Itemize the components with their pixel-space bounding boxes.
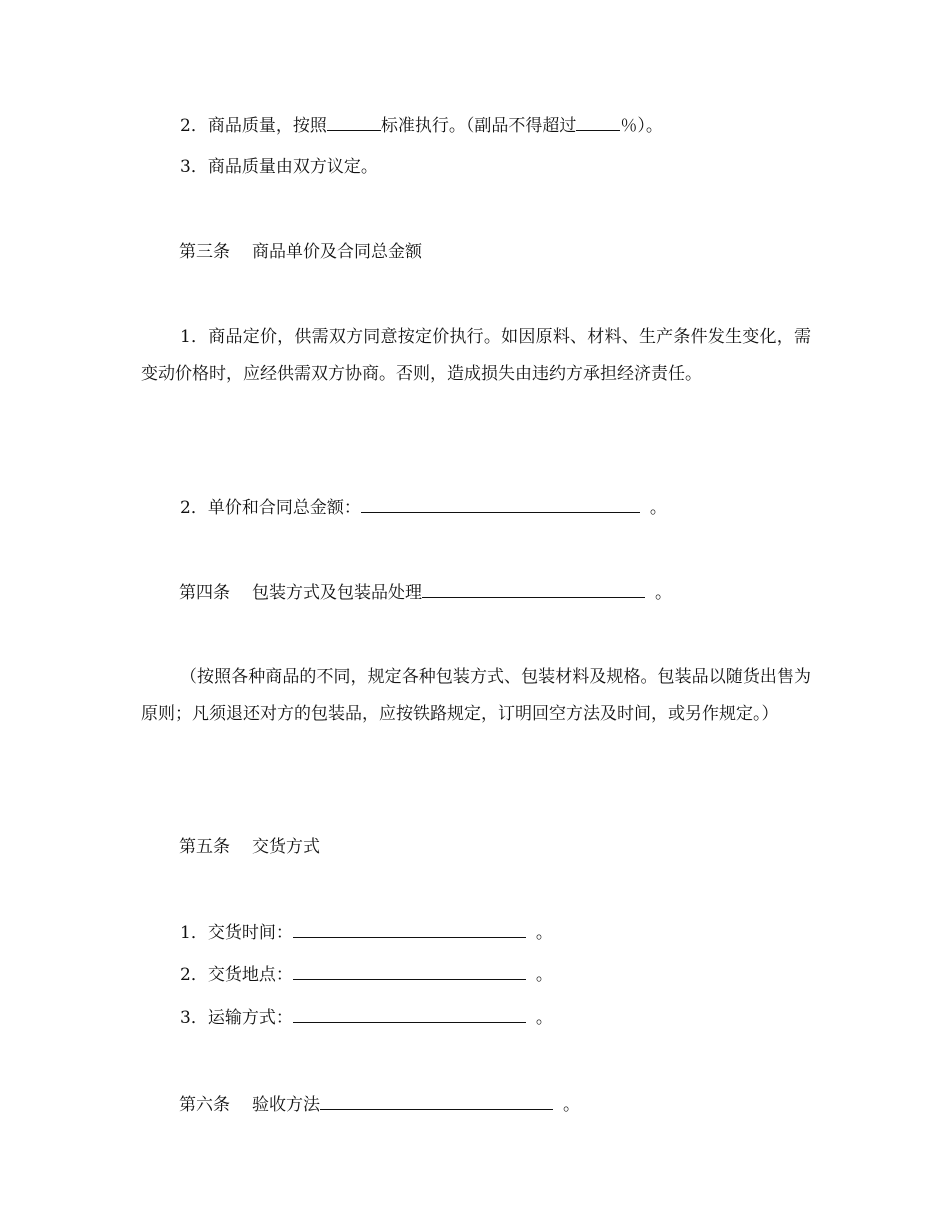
quality-item-2-mid: 标准执行。（副品不得超过 bbox=[380, 116, 577, 136]
delivery-time-blank[interactable] bbox=[293, 920, 526, 938]
article-5-item-2 bbox=[180, 962, 553, 986]
quality-item-3: 3．商品质量由双方议定。 bbox=[180, 157, 378, 177]
article-3-title: 商品单价及合同总金额 bbox=[252, 242, 422, 262]
delivery-place-suffix: 。 bbox=[535, 965, 553, 985]
article-4-number: 第四条 bbox=[179, 583, 230, 603]
article-5-heading bbox=[179, 835, 320, 859]
article-4-title: 包装方式及包装品处理 bbox=[252, 583, 422, 603]
article-5-number: 第五条 bbox=[179, 837, 230, 857]
article-4-note: （按照各种商品的不同，规定各种包装方式、包装材料及规格。包装品以随货出售为原则；凡须退还对方的包装品，应按铁路规定，订明回空方法及时间，或另作规定。） bbox=[141, 667, 811, 724]
article-6-suffix: 。 bbox=[563, 1095, 580, 1115]
article-6-title: 验收方法 bbox=[252, 1095, 320, 1115]
quality-item-2-suffix: ％）。 bbox=[620, 116, 663, 136]
transport-method-blank[interactable] bbox=[293, 1005, 526, 1023]
total-amount-blank[interactable] bbox=[361, 495, 640, 513]
article-5-item-3 bbox=[180, 1005, 553, 1029]
article-3-item-2-prefix: 2．单价和合同总金额： bbox=[180, 498, 361, 518]
article-4-suffix: 。 bbox=[655, 583, 672, 603]
quality-item-2-prefix: 2．商品质量，按照 bbox=[180, 116, 327, 136]
article-3-item-1-suffix: 定价执行。如因原料、材料、生产条件发生变化，需变动价格时，应经供需双方协商。否则，造成损失由违约方承担经济责任。 bbox=[141, 327, 811, 384]
defect-percent-blank[interactable] bbox=[576, 113, 620, 131]
delivery-place-blank[interactable] bbox=[293, 962, 526, 980]
article-5-title: 交货方式 bbox=[252, 837, 320, 857]
article-3-heading bbox=[179, 240, 422, 264]
quality-standard-blank[interactable] bbox=[327, 113, 381, 131]
packaging-blank[interactable] bbox=[422, 580, 645, 598]
article-4-heading bbox=[179, 580, 672, 604]
article-5-item-1 bbox=[180, 920, 553, 944]
article-3-item-1 bbox=[141, 319, 811, 393]
article-3-item-1-prefix: 1．商品定价，供需双方同意按 bbox=[180, 327, 415, 347]
acceptance-method-blank[interactable] bbox=[320, 1092, 553, 1110]
transport-method-label: 3．运输方式： bbox=[180, 1008, 293, 1028]
article-6-number: 第六条 bbox=[179, 1095, 230, 1115]
delivery-place-label: 2．交货地点： bbox=[180, 965, 293, 985]
delivery-time-label: 1．交货时间： bbox=[180, 923, 293, 943]
quality-item-2 bbox=[180, 113, 663, 137]
transport-method-suffix: 。 bbox=[535, 1008, 553, 1028]
article-3-item-2 bbox=[180, 495, 667, 519]
delivery-time-suffix: 。 bbox=[535, 923, 553, 943]
article-3-number: 第三条 bbox=[179, 242, 230, 262]
article-3-item-2-suffix: 。 bbox=[649, 498, 667, 518]
article-6-heading bbox=[179, 1092, 580, 1116]
